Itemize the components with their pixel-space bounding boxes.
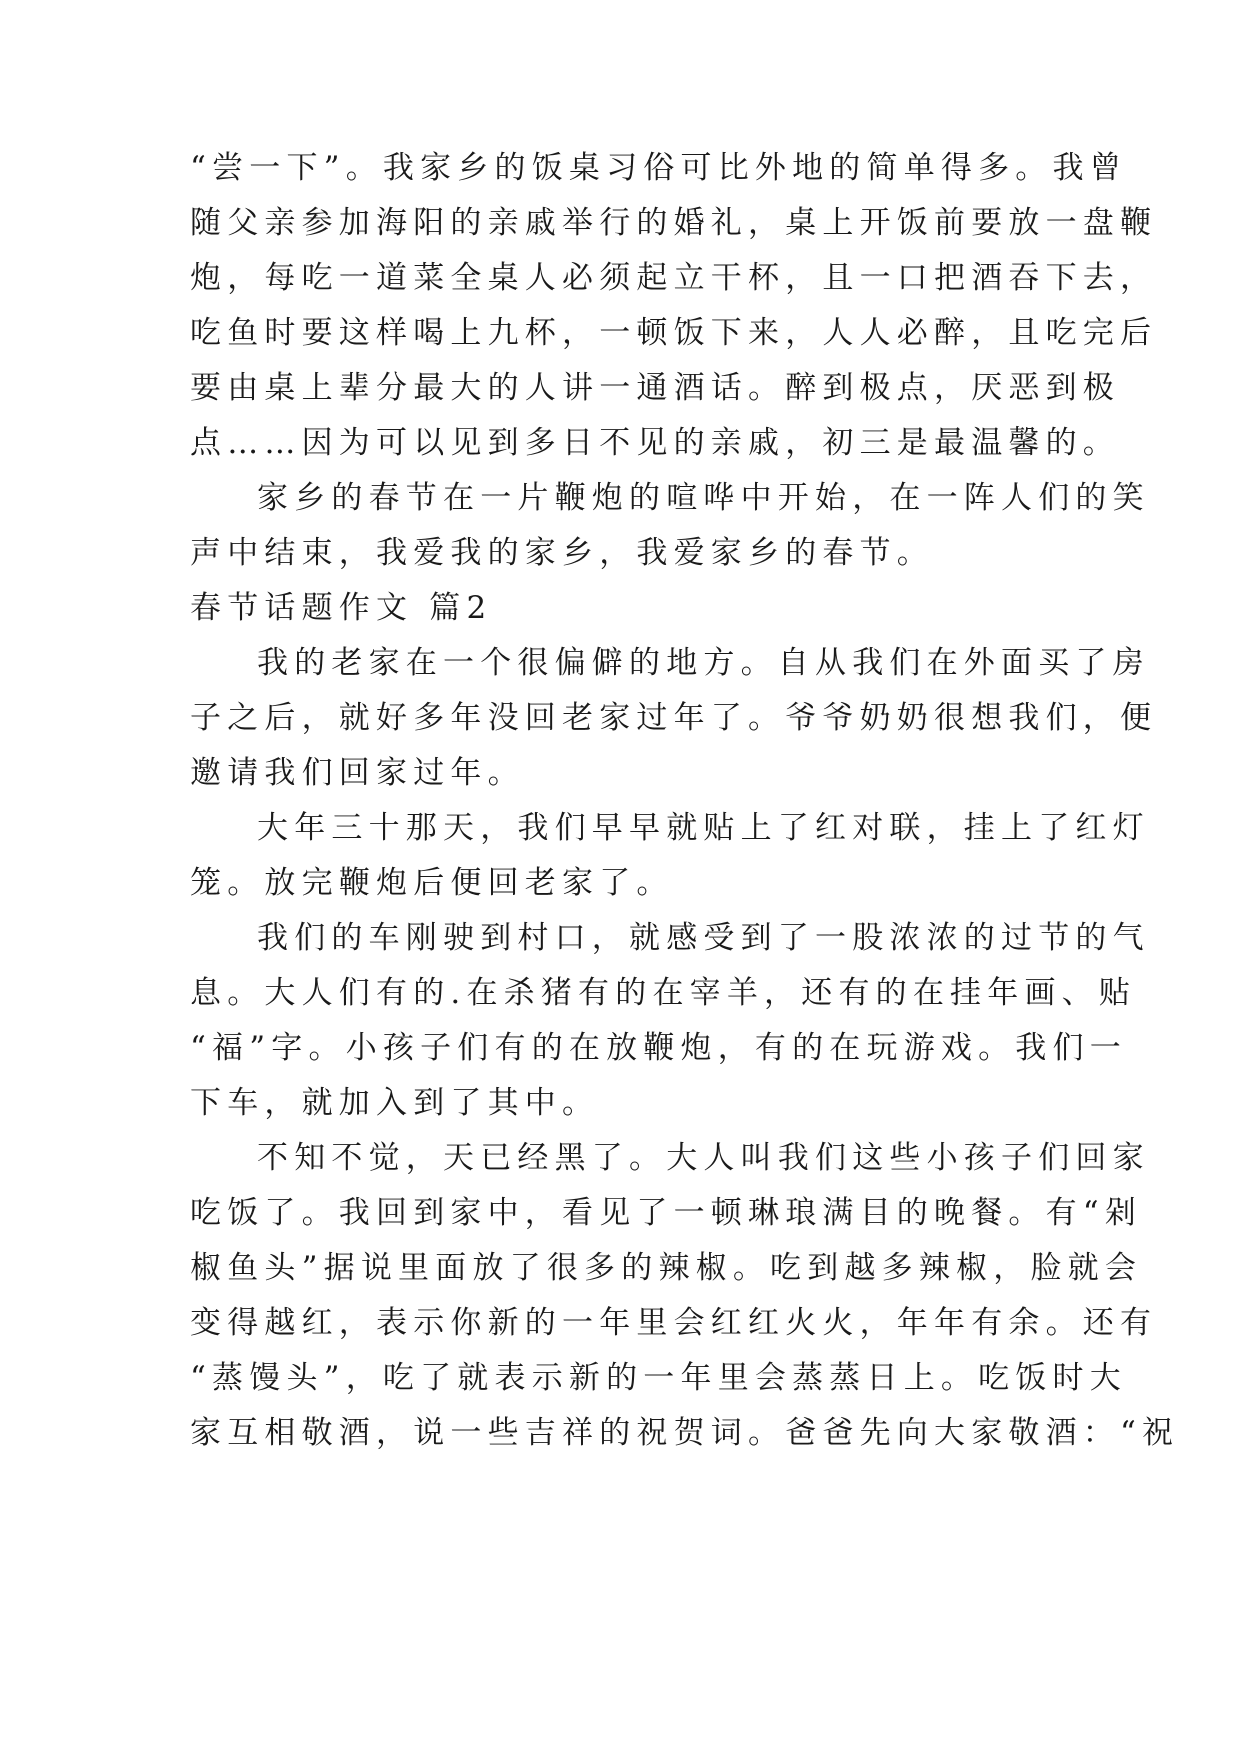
text-line: 要由桌上辈分最大的人讲一通酒话。醉到极点，厌恶到极 bbox=[190, 370, 1120, 406]
text-line: 椒鱼头”据说里面放了很多的辣椒。吃到越多辣椒，脸就会 bbox=[190, 1250, 1143, 1286]
paragraph-start-line: 不知不觉，天已经黑了。大人叫我们这些小孩子们回家 bbox=[257, 1140, 1150, 1176]
text-line: 声中结束，我爱我的家乡，我爱家乡的春节。 bbox=[190, 535, 934, 571]
text-line: 下车，就加入到了其中。 bbox=[190, 1085, 600, 1121]
text-line: “蒸馒头”，吃了就表示新的一年里会蒸蒸日上。吃饭时大 bbox=[190, 1360, 1127, 1396]
section-heading: 春节话题作文 篇2 bbox=[190, 590, 493, 626]
text-line: 子之后，就好多年没回老家过年了。爷爷奶奶很想我们，便 bbox=[190, 700, 1158, 736]
text-line: 变得越红，表示你新的一年里会红红火火，年年有余。还有 bbox=[190, 1305, 1158, 1341]
paragraph-start-line: 我们的车刚驶到村口，就感受到了一股浓浓的过节的气 bbox=[257, 920, 1150, 956]
text-line: 家互相敬酒，说一些吉祥的祝贺词。爸爸先向大家敬酒：“祝 bbox=[190, 1415, 1180, 1451]
paragraph-start-line: 大年三十那天，我们早早就贴上了红对联，挂上了红灯 bbox=[257, 810, 1150, 846]
text-line: 随父亲参加海阳的亲戚举行的婚礼，桌上开饭前要放一盘鞭 bbox=[190, 205, 1158, 241]
text-line: 点……因为可以见到多日不见的亲戚，初三是最温馨的。 bbox=[190, 425, 1120, 461]
paragraph-start-line: 我的老家在一个很偏僻的地方。自从我们在外面买了房 bbox=[257, 645, 1150, 681]
text-line: 炮，每吃一道菜全桌人必须起立干杯，且一口把酒吞下去， bbox=[190, 260, 1158, 296]
paragraph-start-line: 家乡的春节在一片鞭炮的喧哗中开始，在一阵人们的笑 bbox=[257, 480, 1150, 516]
text-line: 吃鱼时要这样喝上九杯，一顿饭下来，人人必醉，且吃完后 bbox=[190, 315, 1158, 351]
text-line: “尝一下”。我家乡的饭桌习俗可比外地的简单得多。我曾 bbox=[190, 150, 1127, 186]
text-line: 笼。放完鞭炮后便回老家了。 bbox=[190, 865, 674, 901]
text-line: 息。大人们有的.在杀猪有的在宰羊，还有的在挂年画、贴 bbox=[190, 975, 1137, 1011]
text-line: 吃饭了。我回到家中，看见了一顿琳琅满目的晚餐。有“剁 bbox=[190, 1195, 1143, 1231]
text-line: 邀请我们回家过年。 bbox=[190, 755, 525, 791]
text-line: “福”字。小孩子们有的在放鞭炮，有的在玩游戏。我们一 bbox=[190, 1030, 1127, 1066]
